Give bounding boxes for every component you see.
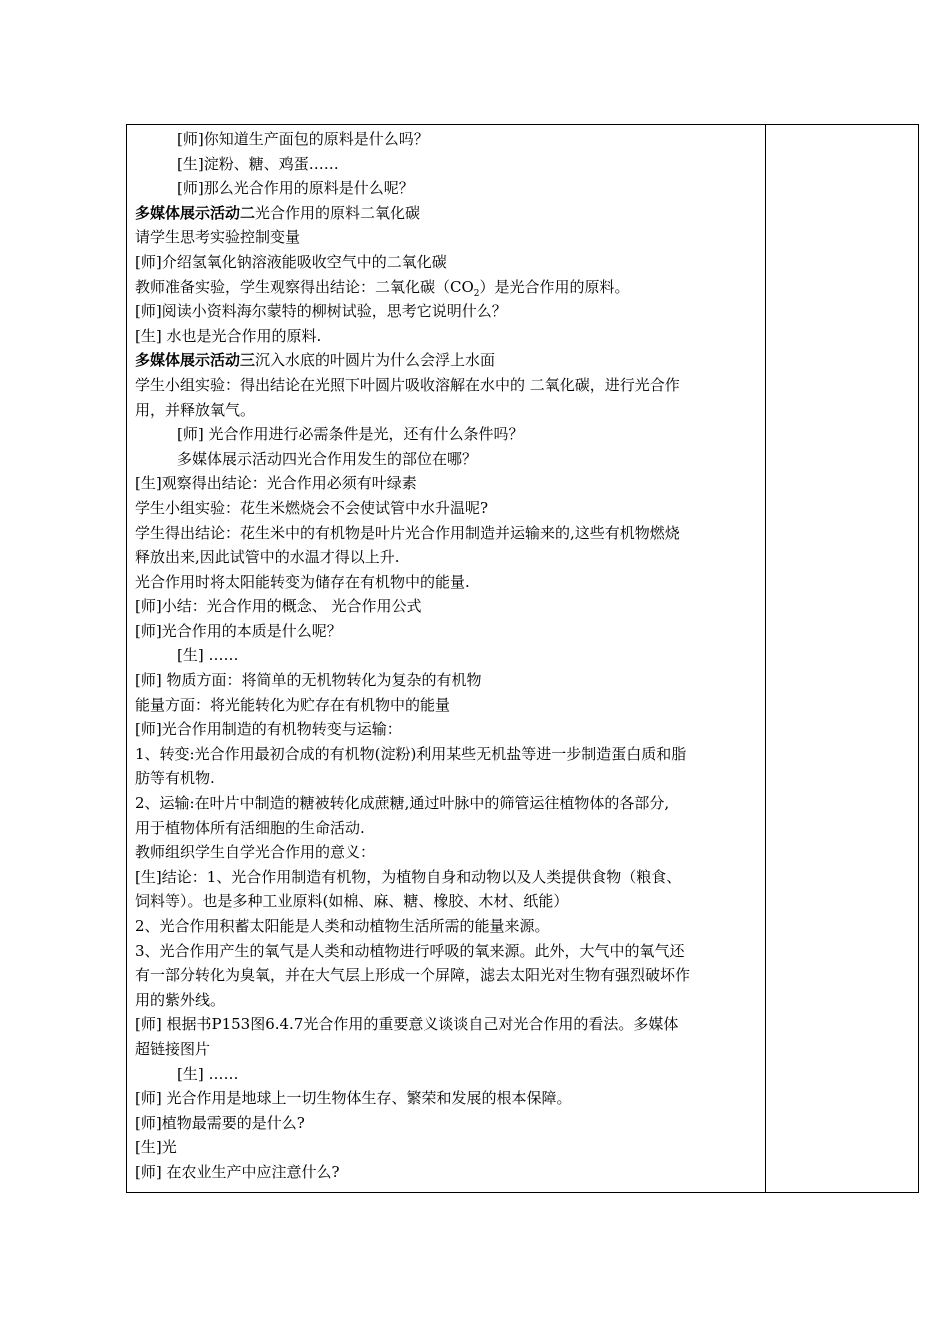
line-text: 释放出来,因此试管中的水温才得以上升. bbox=[135, 548, 400, 567]
text-line bbox=[135, 865, 760, 890]
text-line bbox=[135, 176, 760, 201]
lesson-content-cell bbox=[135, 127, 760, 1185]
text-line bbox=[135, 766, 760, 791]
line-text: 1、转变:光合作用最初合成的有机物(淀粉)利用某些无机盐等进一步制造蛋白质和脂 bbox=[135, 744, 687, 763]
line-text-after: ）是光合作用的原料。 bbox=[479, 277, 630, 296]
line-text: [生] …… bbox=[177, 646, 239, 665]
activity-heading: 多媒体展示活动三 bbox=[135, 351, 256, 370]
line-text: 学生小组实验：得出结论在光照下叶圆片吸收溶解在水中的 二氧化碳，进行光合作 bbox=[135, 375, 680, 394]
text-line bbox=[135, 471, 760, 496]
text-line bbox=[135, 348, 760, 373]
text-line bbox=[135, 668, 760, 693]
line-text: [生] 水也是光合作用的原料. bbox=[135, 326, 322, 345]
text-line bbox=[135, 693, 760, 718]
line-text: [生]观察得出结论：光合作用必须有叶绿素 bbox=[135, 474, 417, 493]
text-line bbox=[135, 742, 760, 767]
line-text: [师]介绍氢氧化钠溶液能吸收空气中的二氧化碳 bbox=[135, 252, 447, 271]
text-line bbox=[135, 1037, 760, 1062]
line-text: [生] …… bbox=[177, 1064, 239, 1083]
line-text: 有一部分转化为臭氧，并在大气层上形成一个屏障，滤去太阳光对生物有强烈破坏作 bbox=[135, 966, 691, 985]
text-line bbox=[135, 324, 760, 349]
text-line bbox=[135, 594, 760, 619]
line-text: 光合作用时将太阳能转变为储存在有机物中的能量. bbox=[135, 572, 470, 591]
text-line bbox=[135, 422, 760, 447]
line-text: 用于植物体所有活细胞的生命活动. bbox=[135, 818, 365, 837]
text-line bbox=[135, 1086, 760, 1111]
text-line bbox=[135, 1062, 760, 1087]
text-line bbox=[135, 275, 760, 300]
line-text: [师] 根据书P153图6.4.7光合作用的重要意义谈谈自己对光合作用的看法。多媒体 bbox=[135, 1015, 679, 1034]
line-text: [师] 物质方面：将简单的无机物转化为复杂的有机物 bbox=[135, 671, 482, 690]
line-text: 学生得出结论：花生米中的有机物是叶片光合作用制造并运输来的,这些有机物燃烧 bbox=[135, 523, 680, 542]
text-line bbox=[135, 299, 760, 324]
line-text: [生]光 bbox=[135, 1138, 177, 1157]
line-text: 多媒体展示活动四光合作用发生的部位在哪？ bbox=[177, 449, 478, 468]
line-text: 教师组织学生自学光合作用的意义： bbox=[135, 843, 376, 862]
line-text: 肪等有机物. bbox=[135, 769, 215, 788]
line-text: 沉入水底的叶圆片为什么会浮上水面 bbox=[255, 351, 496, 370]
line-text: [师]阅读小资料海尔蒙特的柳树试验，思考它说明什么？ bbox=[135, 302, 507, 321]
line-text: 教师准备实验，学生观察得出结论：二氧化碳（CO bbox=[135, 277, 474, 296]
text-line bbox=[135, 398, 760, 423]
text-line bbox=[135, 521, 760, 546]
line-text: [师] 在农业生产中应注意什么? bbox=[135, 1162, 340, 1181]
line-text: [生]结论：1、光合作用制造有机物，为植物自身和动物以及人类提供食物（粮食、 bbox=[135, 867, 682, 886]
text-line bbox=[135, 1012, 760, 1037]
text-line bbox=[135, 963, 760, 988]
line-text: 用的紫外线。 bbox=[135, 990, 226, 1009]
text-line bbox=[135, 570, 760, 595]
text-line bbox=[135, 619, 760, 644]
text-line bbox=[135, 717, 760, 742]
text-line bbox=[135, 127, 760, 152]
text-line bbox=[135, 840, 760, 865]
line-text: 学生小组实验：花生米燃烧会不会使试管中水升温呢? bbox=[135, 498, 489, 517]
line-text: 光合作用的原料二氧化碳 bbox=[255, 203, 421, 222]
text-line bbox=[135, 988, 760, 1013]
text-line bbox=[135, 1160, 760, 1185]
line-text: 超链接图片 bbox=[135, 1039, 211, 1058]
text-line bbox=[135, 939, 760, 964]
column-divider bbox=[765, 125, 766, 1192]
line-text: 3、光合作用产生的氧气是人类和动植物进行呼吸的氧来源。此外，大气中的氧气还 bbox=[135, 941, 685, 960]
text-line bbox=[135, 889, 760, 914]
line-text: [师] 光合作用是地球上一切生物体生存、繁荣和发展的根本保障。 bbox=[135, 1089, 572, 1108]
line-text: [师]植物最需要的是什么? bbox=[135, 1113, 305, 1132]
text-line bbox=[135, 816, 760, 841]
text-line bbox=[135, 643, 760, 668]
line-text: [师] 光合作用进行必需条件是光，还有什么条件吗？ bbox=[177, 425, 524, 444]
text-line bbox=[135, 791, 760, 816]
line-text: 用，并释放氧气。 bbox=[135, 400, 256, 419]
line-text: 能量方面：将光能转化为贮存在有机物中的能量 bbox=[135, 695, 451, 714]
line-text: [师]光合作用的本质是什么呢？ bbox=[135, 621, 342, 640]
text-line bbox=[135, 914, 760, 939]
line-text: 2、运输:在叶片中制造的糖被转化成蔗糖,通过叶脉中的筛管运往植物体的各部分, bbox=[135, 794, 670, 813]
activity-heading: 多媒体展示活动二 bbox=[135, 203, 256, 222]
text-line bbox=[135, 201, 760, 226]
text-line bbox=[135, 373, 760, 398]
text-line bbox=[135, 225, 760, 250]
text-line bbox=[135, 447, 760, 472]
text-line bbox=[135, 545, 760, 570]
text-line bbox=[135, 250, 760, 275]
lesson-table bbox=[126, 124, 919, 1193]
line-text: [师]那么光合作用的原料是什么呢？ bbox=[177, 179, 414, 198]
line-text: [师]你知道生产面包的原料是什么吗？ bbox=[177, 130, 429, 148]
line-text: 2、光合作用积蓄太阳能是人类和动植物生活所需的能量来源。 bbox=[135, 917, 550, 935]
line-text: [师]小结：光合作用的概念、 光合作用公式 bbox=[135, 597, 422, 616]
line-text: [生]淀粉、糖、鸡蛋…… bbox=[177, 154, 339, 173]
subscript: 2 bbox=[473, 288, 480, 299]
text-line bbox=[135, 496, 760, 521]
line-text: 请学生思考实验控制变量 bbox=[135, 228, 301, 247]
text-line bbox=[135, 1111, 760, 1136]
text-line bbox=[135, 1135, 760, 1160]
line-text: 饲料等）。也是多种工业原料(如棉、麻、糖、橡胶、木材、纸能） bbox=[135, 892, 569, 911]
text-line bbox=[135, 152, 760, 177]
line-text: [师]光合作用制造的有机物转变与运输： bbox=[135, 720, 402, 739]
